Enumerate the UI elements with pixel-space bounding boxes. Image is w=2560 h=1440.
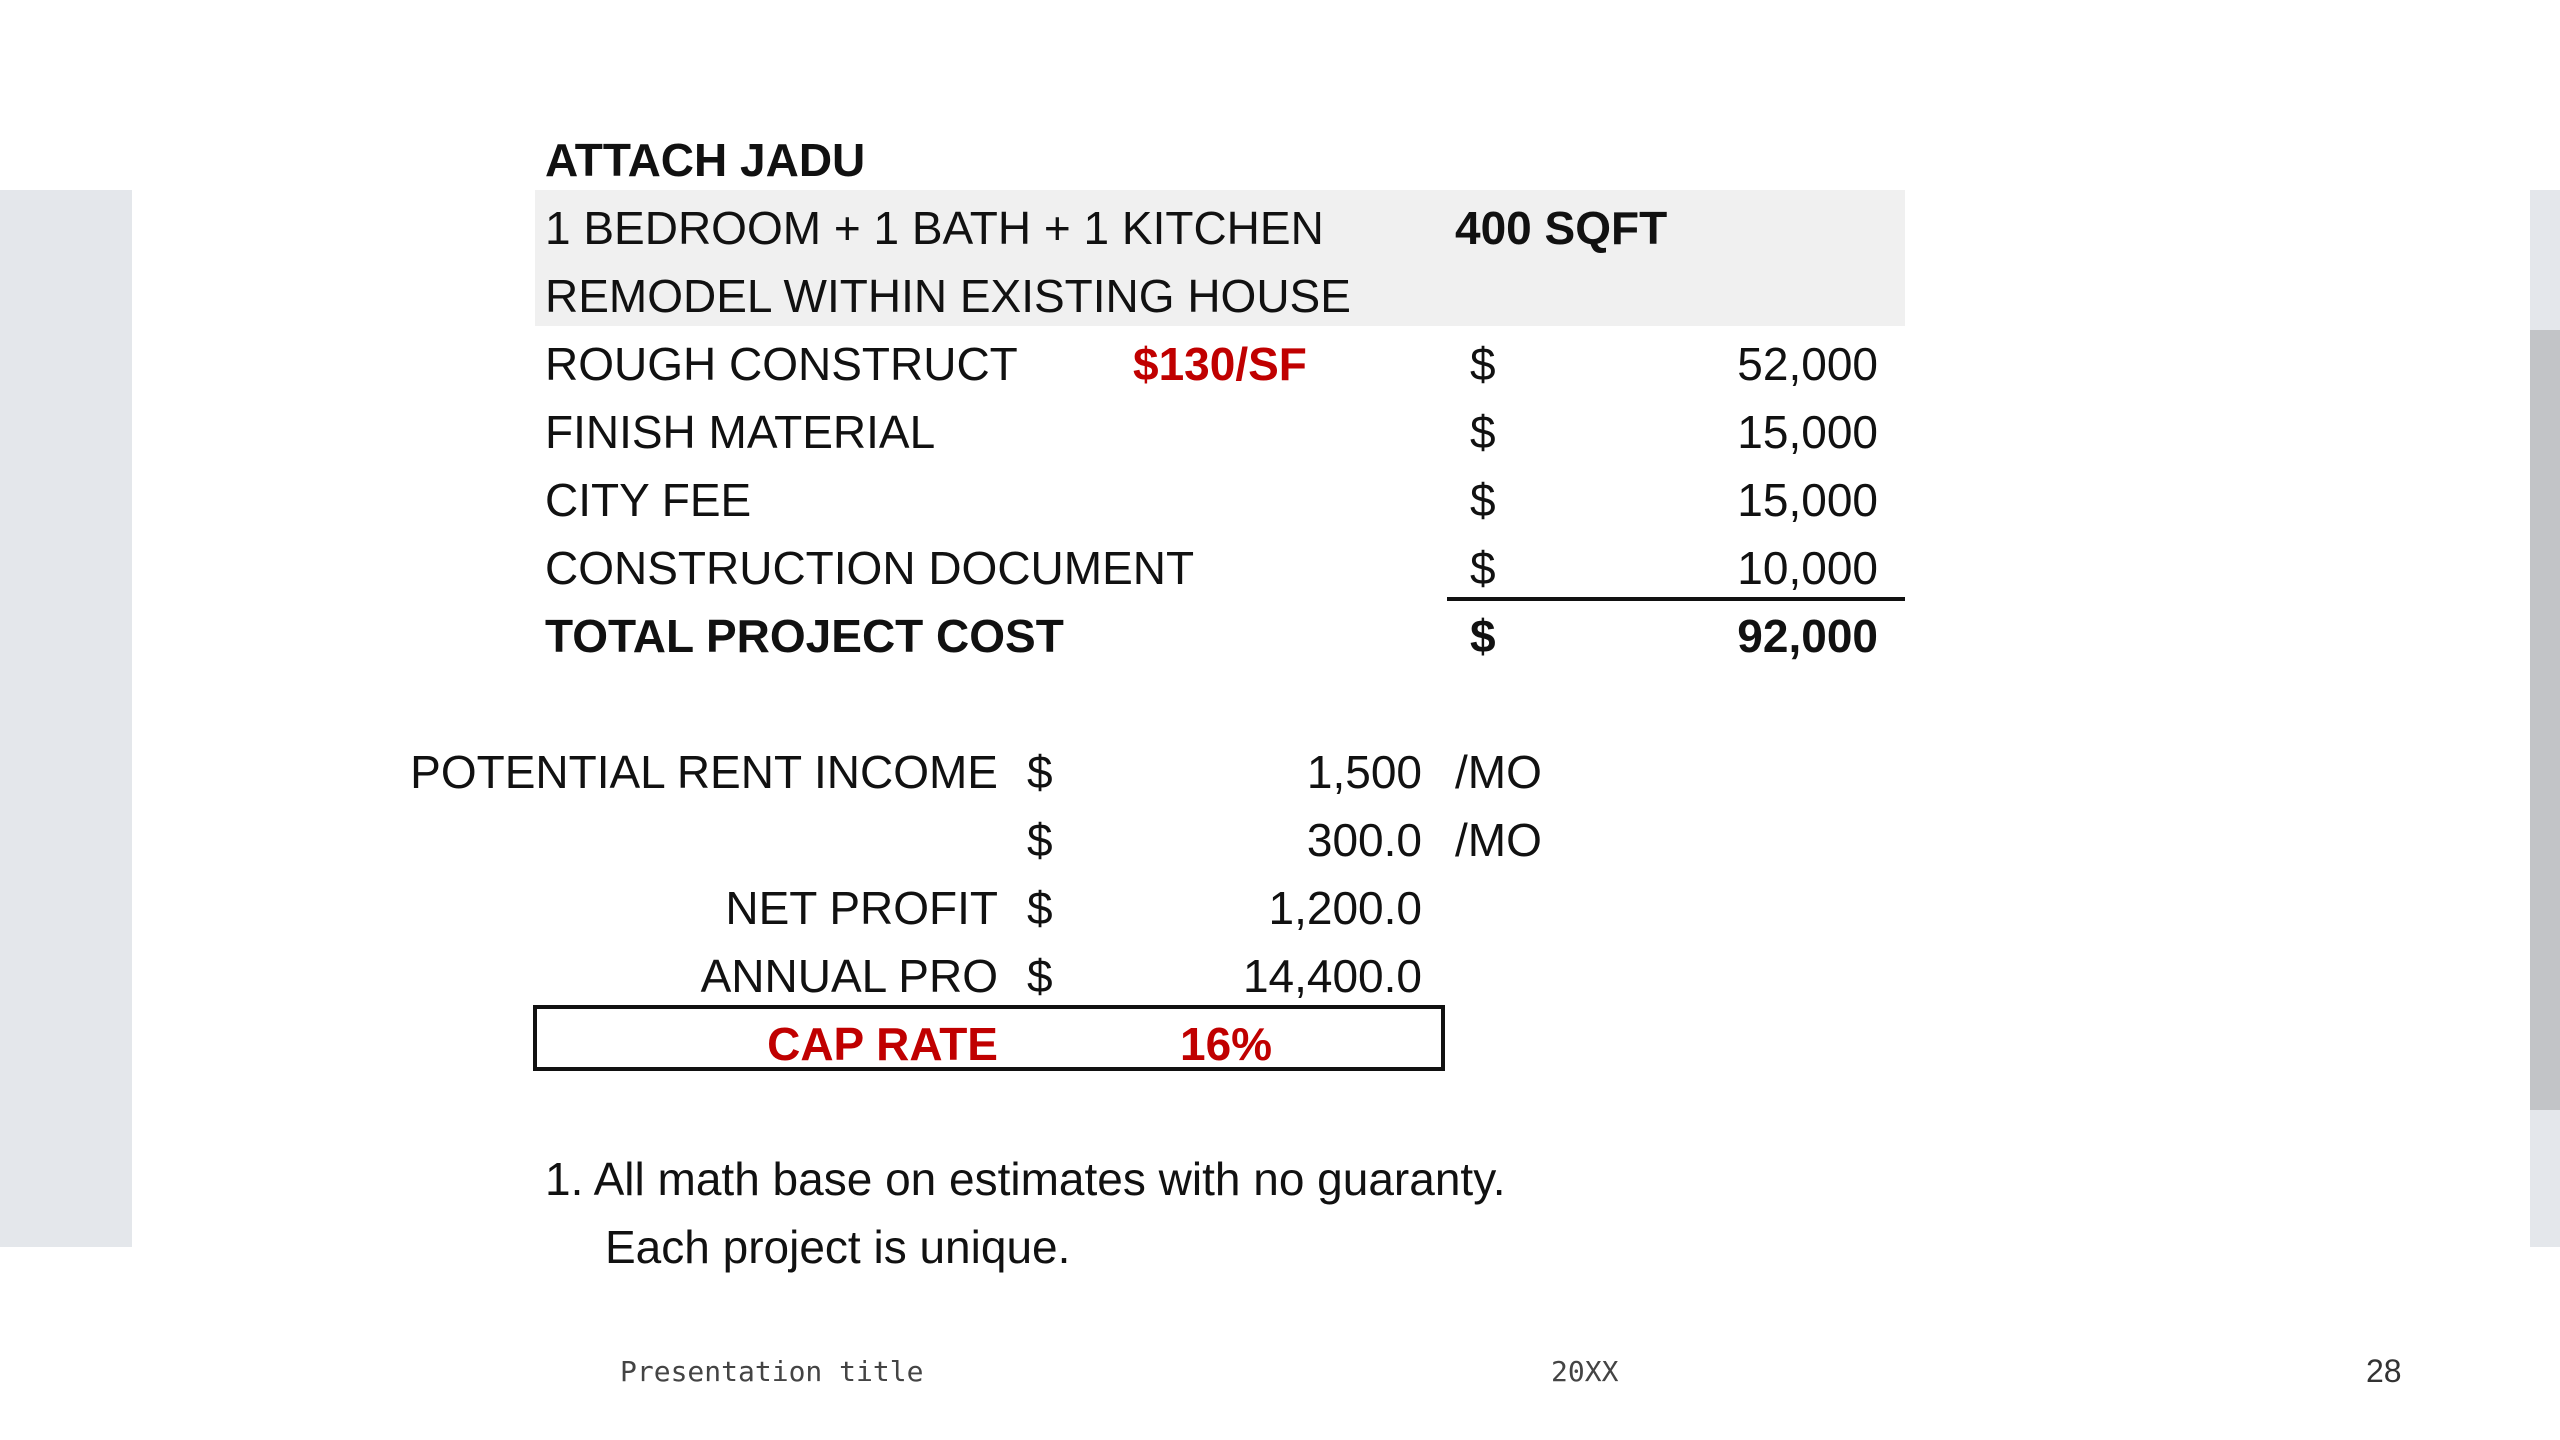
cost-amount: 10,000 xyxy=(1737,542,1878,594)
income-amount: 300.0 xyxy=(1306,814,1422,866)
scrollbar-thumb[interactable] xyxy=(2530,330,2560,1110)
disclaimer-line-2: Each project is unique. xyxy=(605,1221,1071,1273)
cost-label: CITY FEE xyxy=(545,474,752,526)
remodel-description: REMODEL WITHIN EXISTING HOUSE xyxy=(545,270,1351,322)
currency-symbol: $ xyxy=(1470,338,1496,390)
unit-description: 1 BEDROOM + 1 BATH + 1 KITCHEN xyxy=(545,202,1324,254)
income-label: ANNUAL PRO xyxy=(700,950,998,1002)
income-amount: 14,400.0 xyxy=(1242,950,1422,1002)
disclaimer-line-1: 1. All math base on estimates with no guaranty. xyxy=(545,1153,1506,1205)
cap-rate-value: 16% xyxy=(1180,1018,1273,1070)
income-label: NET PROFIT xyxy=(725,882,998,934)
income-amount: 1,200.0 xyxy=(1268,882,1422,934)
cost-amount: 52,000 xyxy=(1737,338,1878,390)
cost-label: FINISH MATERIAL xyxy=(545,406,936,458)
footer-year: 20XX xyxy=(1551,1355,1619,1388)
left-side-panel xyxy=(0,190,132,1247)
cost-amount: 15,000 xyxy=(1737,474,1878,526)
income-unit: /MO xyxy=(1455,814,1542,866)
currency-symbol: $ xyxy=(1470,406,1496,458)
currency-symbol: $ xyxy=(1027,882,1053,934)
cap-rate-label: CAP RATE xyxy=(767,1018,998,1070)
currency-symbol: $ xyxy=(1027,814,1053,866)
currency-symbol: $ xyxy=(1470,610,1496,662)
cost-label: CONSTRUCTION DOCUMENT xyxy=(545,542,1195,594)
cost-label: ROUGH CONSTRUCT xyxy=(545,338,1018,390)
currency-symbol: $ xyxy=(1470,542,1496,594)
total-divider xyxy=(1447,597,1905,601)
cost-rate: $130/SF xyxy=(1133,338,1307,390)
currency-symbol: $ xyxy=(1027,950,1053,1002)
page-number: 28 xyxy=(2366,1353,2402,1389)
currency-symbol: $ xyxy=(1027,746,1053,798)
total-amount: 92,000 xyxy=(1737,610,1878,662)
income-unit: /MO xyxy=(1455,746,1542,798)
income-label: POTENTIAL RENT INCOME xyxy=(410,746,998,798)
slide-title: ATTACH JADU xyxy=(545,134,866,186)
income-amount: 1,500 xyxy=(1306,746,1422,798)
unit-area: 400 SQFT xyxy=(1455,202,1668,254)
currency-symbol: $ xyxy=(1470,474,1496,526)
total-label: TOTAL PROJECT COST xyxy=(545,610,1064,662)
cost-amount: 15,000 xyxy=(1737,406,1878,458)
footer-presentation-title: Presentation title xyxy=(620,1355,924,1388)
